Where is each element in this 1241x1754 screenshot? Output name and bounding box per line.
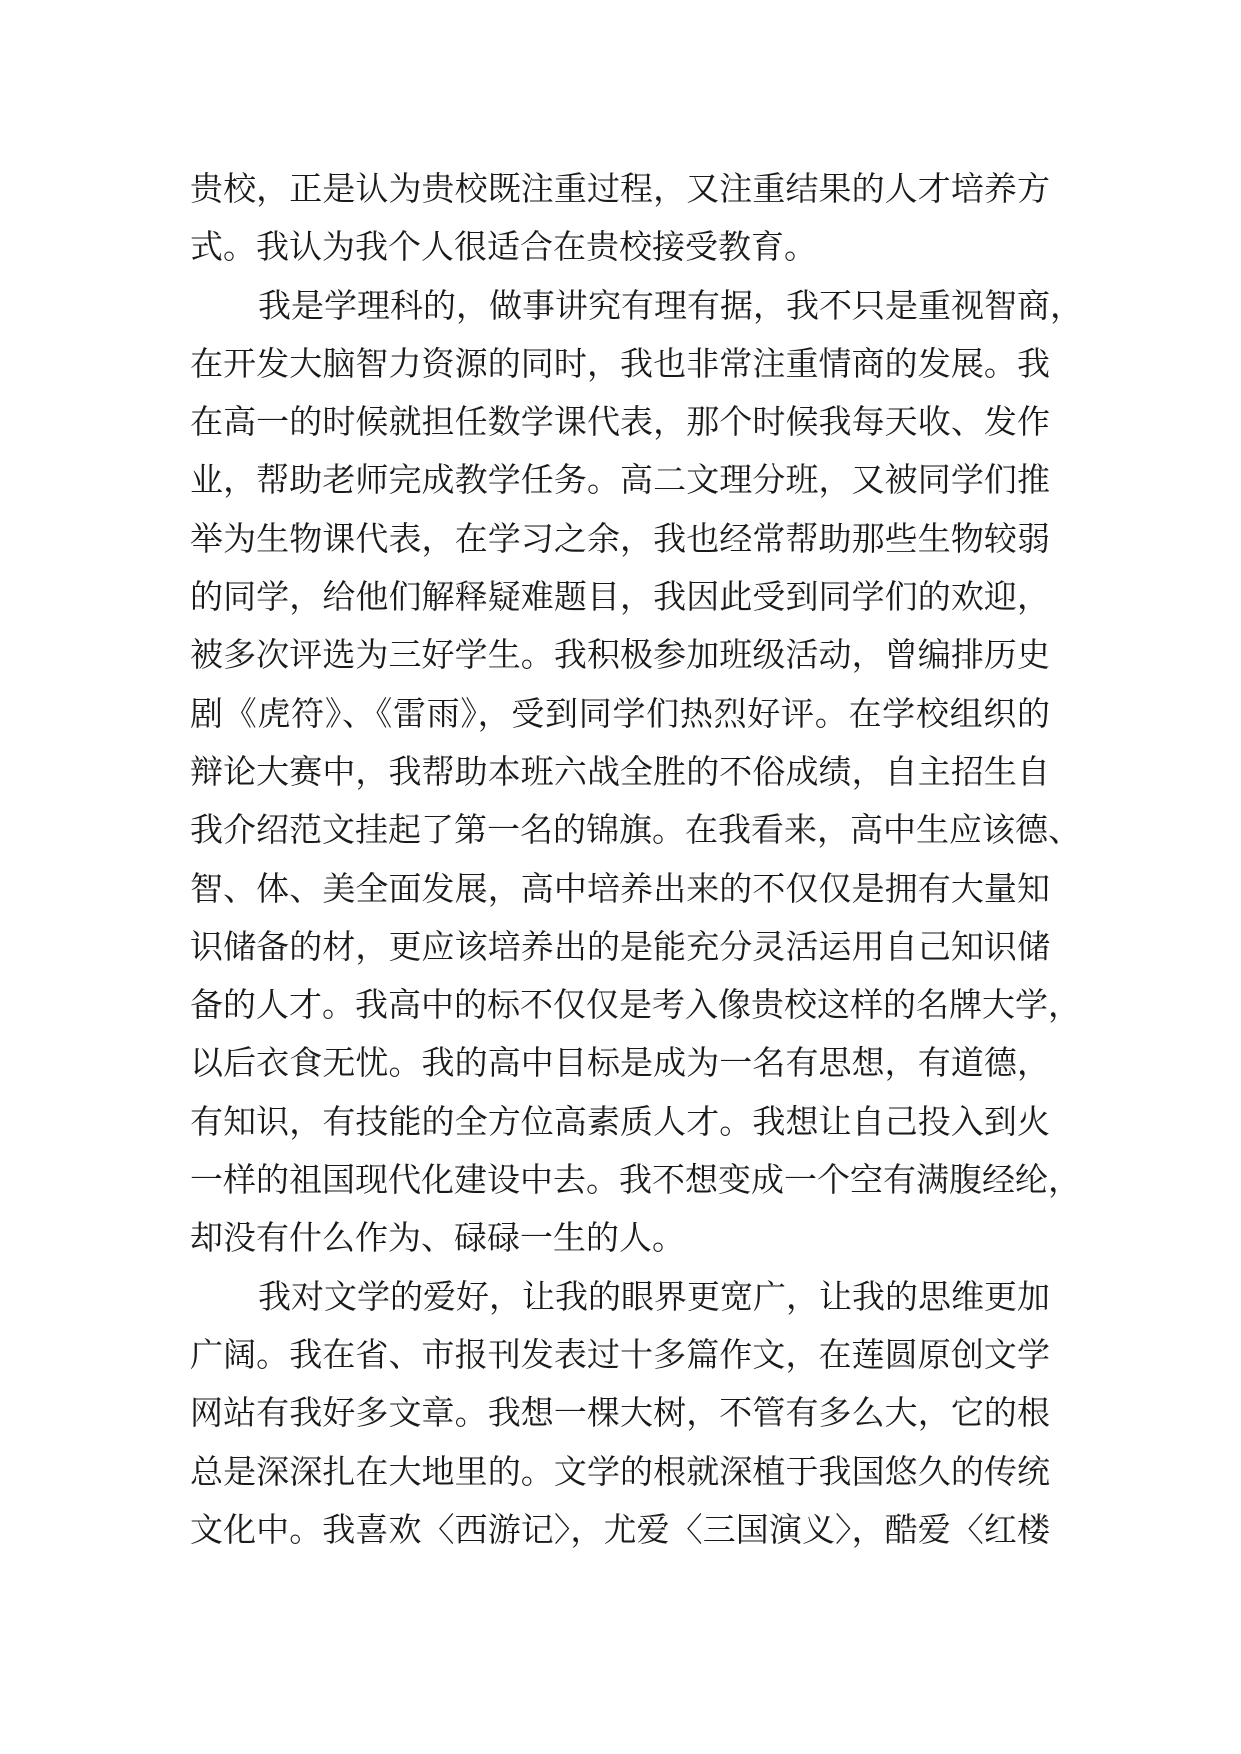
text-line: 文化中。我喜欢〈西游记〉，尤爱〈三国演义〉，酷爱〈红楼 [190,1509,1050,1549]
text-line: 被多次评选为三好学生。我积极参加班级活动，曾编排历史 [190,635,1050,675]
text-line: 式。我认为我个人很适合在贵校接受教育。 [190,227,817,267]
text-line: 我是学理科的，做事讲究有理有据，我不只是重视智商， [258,285,1083,325]
text-line: 贵校，正是认为贵校既注重过程，又注重结果的人才培养方 [190,169,1050,208]
text-line: 业，帮助老师完成教学任务。高二文理分班，又被同学们推 [190,460,1050,500]
text-line: 识储备的材，更应该培养出的是能充分灵活运用自己知识储 [190,926,1050,966]
text-line: 在高一的时候就担任数学课代表，那个时候我每天收、发作 [190,402,1050,442]
text-line: 网站有我好多文章。我想一棵大树，不管有多么大，它的根 [190,1393,1050,1433]
text-line: 一样的祖国现代化建设中去。我不想变成一个空有满腹经纶， [190,1160,1081,1200]
text-line: 智、体、美全面发展，高中培养出来的不仅仅是拥有大量知 [190,868,1050,908]
text-line: 总是深深扎在大地里的。文学的根就深植于我国悠久的传统 [190,1451,1050,1491]
text-line: 剧《虎符》、《雷雨》，受到同学们热烈好评。在学校组织的 [190,693,1050,733]
text-line: 在开发大脑智力资源的同时，我也非常注重情商的发展。我 [190,343,1050,383]
text-line: 的同学，给他们解释疑难题目，我因此受到同学们的欢迎， [190,577,1050,617]
text-line: 我对文学的爱好，让我的眼界更宽广，让我的思维更加 [258,1276,1050,1316]
text-line: 广阔。我在省、市报刊发表过十多篇作文，在莲圆原创文学 [190,1334,1050,1374]
text-line: 我介绍范文挂起了第一名的锦旗。在我看来，高中生应该德、 [190,810,1081,850]
text-line: 备的人才。我高中的标不仅仅是考入像贵校这样的名牌大学， [190,985,1081,1025]
text-line: 有知识，有技能的全方位高素质人才。我想让自己投入到火 [190,1101,1050,1141]
text-line: 举为生物课代表，在学习之余，我也经常帮助那些生物较弱 [190,518,1050,558]
text-line: 却没有什么作为、碌碌一生的人。 [190,1218,685,1258]
text-line: 以后衣食无忧。我的高中目标是成为一名有思想，有道德， [190,1043,1050,1083]
text-line: 辩论大赛中，我帮助本班六战全胜的不俗成绩，自主招生自 [190,751,1050,791]
body-text [190,160,1083,1559]
